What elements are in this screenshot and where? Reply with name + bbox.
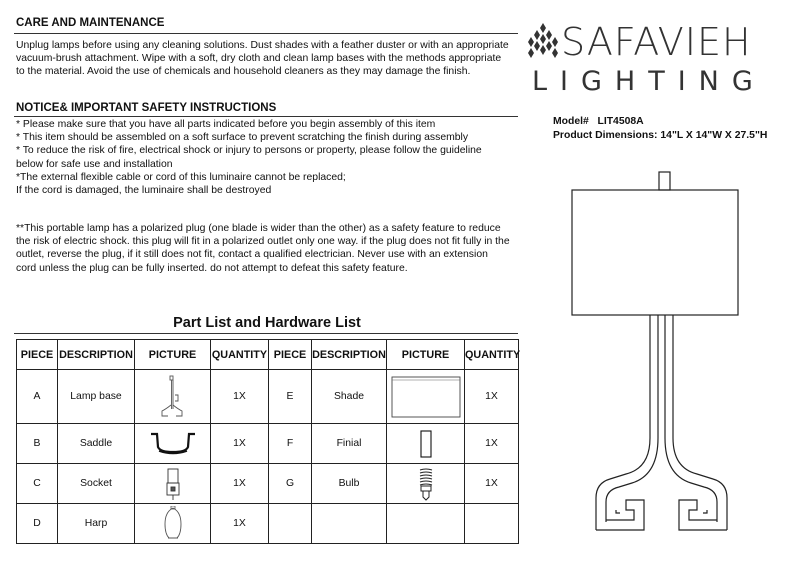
picture-cell (387, 370, 465, 424)
picture-cell (135, 370, 211, 424)
col-header: QUANTITY (211, 340, 269, 370)
bulb-icon (416, 467, 436, 501)
description-cell: Socket (58, 464, 135, 504)
table-row (17, 464, 519, 504)
divider (14, 333, 518, 334)
model-value: LIT4508A (597, 116, 644, 127)
plug-line: **This portable lamp has a polarized plug (one blade is wider than the other) as a safety feature to reduce (16, 223, 501, 234)
product-dimensions: Product Dimensions: 14"L X 14"W X 27.5"H (553, 130, 768, 141)
table-row (17, 424, 519, 464)
piece-cell: A (17, 370, 58, 424)
parts-header-row (17, 340, 519, 370)
col-header: PIECE (17, 340, 58, 370)
piece-cell: G (269, 464, 312, 504)
divider (14, 33, 518, 34)
table-row (17, 504, 519, 544)
col-header: PICTURE (387, 340, 465, 370)
notice-line: below for safe use and installation (16, 158, 173, 170)
model-label: Model# (553, 116, 589, 127)
notice-line: *The external flexible cable or cord of this luminaire cannot be replaced; (16, 171, 346, 183)
notice-line: If the cord is damaged, the luminaire shall be destroyed (16, 185, 272, 197)
piece-cell (269, 504, 312, 544)
description-cell: Finial (312, 424, 387, 464)
lamp-drawing (570, 170, 740, 535)
quantity-cell: 1X (211, 424, 269, 464)
model-number (553, 116, 644, 127)
description-cell: Bulb (312, 464, 387, 504)
col-header: DESCRIPTION (58, 340, 135, 370)
col-header: PIECE (269, 340, 312, 370)
saddle-icon (148, 429, 198, 459)
plug-line: outlet, reverse the plug, if it still does not fit, contact a qualified electrician. Never use with an extension (16, 249, 488, 261)
brand-sub: LIGHTING (532, 66, 766, 97)
piece-cell: F (269, 424, 312, 464)
picture-cell (135, 504, 211, 544)
lamp-base-icon (158, 375, 188, 419)
notice-text (16, 118, 521, 197)
description-cell: Shade (312, 370, 387, 424)
care-text (16, 39, 521, 79)
quantity-cell (465, 504, 519, 544)
description-cell: Lamp base (58, 370, 135, 424)
quantity-cell: 1X (211, 504, 269, 544)
quantity-cell: 1X (211, 464, 269, 504)
notice-heading: NOTICE& IMPORTANT SAFETY INSTRUCTIONS (16, 102, 277, 114)
plug-text (16, 222, 521, 275)
parts-title: Part List and Hardware List (173, 315, 361, 331)
socket-icon (163, 467, 183, 501)
piece-cell: D (17, 504, 58, 544)
picture-cell (387, 504, 465, 544)
picture-cell (135, 424, 211, 464)
notice-line: * This item should be assembled on a soft surface to prevent scratching the finish during assembly (16, 132, 469, 144)
picture-cell (387, 424, 465, 464)
plug-line: cord unless the plug can be fully inserted. do not attempt to defeat this safety feature. (16, 262, 408, 274)
table-row (17, 370, 519, 424)
care-line: vacuum-brush attachment. Wipe with a soft, dry cloth and clean lamp bases with the methods appropriate (16, 53, 502, 65)
parts-table (16, 339, 519, 544)
quantity-cell: 1X (465, 370, 519, 424)
picture-cell (387, 464, 465, 504)
picture-cell (135, 464, 211, 504)
piece-cell: B (17, 424, 58, 464)
brand-name: SAFAVIEH (561, 20, 752, 64)
divider (14, 116, 518, 117)
notice-line: * To reduce the risk of fire, electrical shock or injury to persons or property, please follow the guideline (16, 145, 482, 157)
care-line: to the material. Avoid the use of chemicals and household cleaners as they may damage the finish. (16, 66, 471, 78)
description-cell (312, 504, 387, 544)
finial-icon (419, 429, 433, 459)
quantity-cell: 1X (211, 370, 269, 424)
brand-logo (528, 22, 798, 98)
care-heading: CARE AND MAINTENANCE (16, 17, 165, 29)
chandelier-icon (528, 22, 558, 64)
care-line: Unplug lamps before using any cleaning solutions. Dust shades with a feather duster or with an appropriate (16, 40, 509, 51)
harp-icon (160, 506, 186, 542)
quantity-cell: 1X (465, 424, 519, 464)
col-header: DESCRIPTION (312, 340, 387, 370)
col-header: PICTURE (135, 340, 211, 370)
col-header: QUANTITY (465, 340, 519, 370)
notice-line: * Please make sure that you have all parts indicated before you begin assembly of this item (16, 119, 436, 130)
description-cell: Harp (58, 504, 135, 544)
plug-line: the risk of electric shock. this plug will fit in a polarized outlet only one way. if the plug does not fit fully in the (16, 236, 510, 248)
description-cell: Saddle (58, 424, 135, 464)
shade-icon (390, 374, 462, 420)
piece-cell: E (269, 370, 312, 424)
quantity-cell: 1X (465, 464, 519, 504)
piece-cell: C (17, 464, 58, 504)
